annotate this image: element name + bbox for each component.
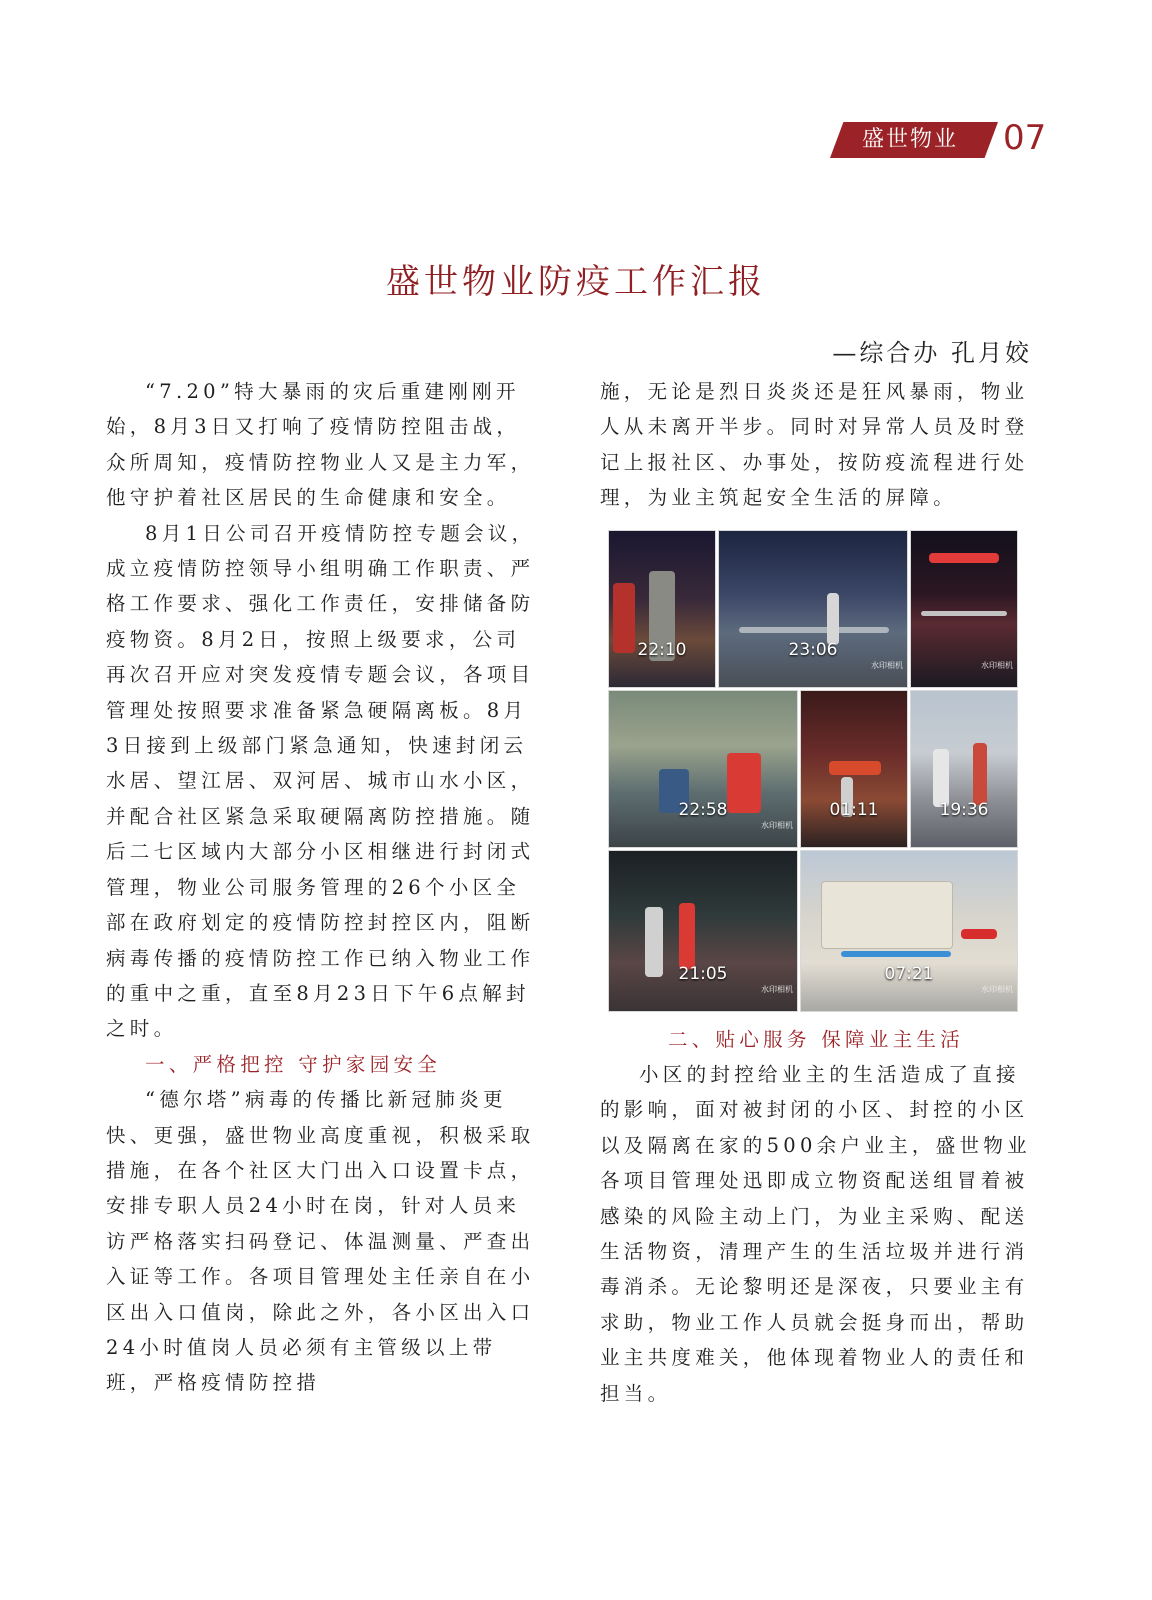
left-paragraph-3: “德尔塔”病毒的传播比新冠肺炎更快、更强，盛世物业高度重视，积极采取措施，在各个社区大门出入口设置卡点，安排专职人员24小时在岗，针对人员来访严格落实扫码登记、体温测量、严查出入证等工作。各项目管理处主任亲自在小区出入口值岗，除此之外，各小区出入口24小时值岗人员必须有主管级以上带班，严格疫情防控措 [106, 1088, 535, 1395]
right-paragraph-2: 小区的封控给业主的生活造成了直接的影响，面对被封闭的小区、封控的小区以及隔离在家的500余户业主，盛世物业各项目管理处迅即成立物资配送组冒着被感染的风险主动上门，为业主采购、配送生活物资，清理产生的生活垃圾并进行消毒消杀。无论黎明还是深夜，只要业主有求助，物业工作人员就会挺身而出，帮助业主共度难关，他体现着物业人的责任和担当。 [600, 1063, 1031, 1405]
tent-icon [961, 929, 997, 939]
photo-watermark: 水印相机 [981, 661, 1013, 671]
barrier-icon [739, 627, 889, 633]
section-heading-2: 二、贴心服务 保障业主生活 [667, 1027, 965, 1051]
page-number: 07 [1003, 118, 1047, 158]
photo-community-entrance [910, 530, 1018, 688]
photo-residents-night [608, 850, 798, 1012]
photo-timestamp: 22:58 [678, 800, 728, 821]
photo-timestamp: 19:36 [939, 800, 989, 821]
left-paragraph-1: “7.20”特大暴雨的灾后重建刚刚开始，8月3日又打响了疫情防控阻击战，众所周知，疫情防控物业人又是主力军，他守护着社区居民的生命健康和安全。 [106, 380, 535, 510]
right-paragraph-1: 施，无论是烈日炎炎还是狂风暴雨，物业人从未离开半步。同时对异常人员及时登记上报社区、办事处，按防疫流程进行处理，为业主筑起安全生活的屏障。 [600, 380, 1029, 510]
left-column [106, 374, 538, 1401]
article-byline: —综合办 孔月姣 [832, 339, 1032, 367]
header-section-tag [830, 122, 1002, 158]
header-tag-label: 盛世物业 [861, 127, 958, 152]
photo-watermark: 水印相机 [761, 985, 793, 995]
photo-watermark: 水印相机 [761, 821, 793, 831]
photo-checkpoint-night [608, 530, 716, 688]
sign-icon [929, 553, 999, 563]
photo-timestamp: 21:05 [678, 964, 728, 985]
photo-street-volunteers [910, 690, 1018, 848]
barrier-icon [921, 611, 1007, 616]
barrier-icon [841, 951, 951, 957]
photo-registration-desk [608, 690, 798, 848]
article-title: 盛世物业防疫工作汇报 [386, 262, 766, 302]
photo-watermark: 水印相机 [981, 985, 1013, 995]
gate-building-icon [821, 881, 953, 949]
photo-gate-morning [800, 850, 1018, 1012]
photo-timestamp: 07:21 [884, 964, 934, 985]
photo-gate-night [718, 530, 908, 688]
photo-collage [608, 530, 1016, 1010]
tent-icon [829, 761, 881, 775]
photo-timestamp: 22:10 [637, 640, 687, 661]
left-paragraph-2: 8月1日公司召开疫情防控专题会议，成立疫情防控领导小组明确工作职责、严格工作要求、强化工作责任，安排储备防疫物资。8月2日，按照上级要求，公司再次召开应对突发疫情专题会议，各项目管理处按照要求准备紧急硬隔离板。8月3日接到上级部门紧急通知，快速封闭云水居、望江居、双河居、城市山水小区，并配合社区紧急采取硬隔离防控措施。随后二七区域内大部分小区相继进行封闭式管理，物业公司服务管理的26个小区全部在政府划定的疫情防控封控区内，阻断病毒传播的疫情防控工作已纳入物业工作的重中之重，直至8月23日下午6点解封之时。 [106, 521, 536, 1041]
photo-timestamp: 01:11 [829, 800, 879, 821]
photo-watermark: 水印相机 [871, 661, 903, 671]
right-column [600, 374, 1032, 1411]
section-heading-1: 一、严格把控 守护家园安全 [145, 1052, 442, 1076]
photo-timestamp: 23:06 [788, 640, 838, 661]
photo-tent-night [800, 690, 908, 848]
